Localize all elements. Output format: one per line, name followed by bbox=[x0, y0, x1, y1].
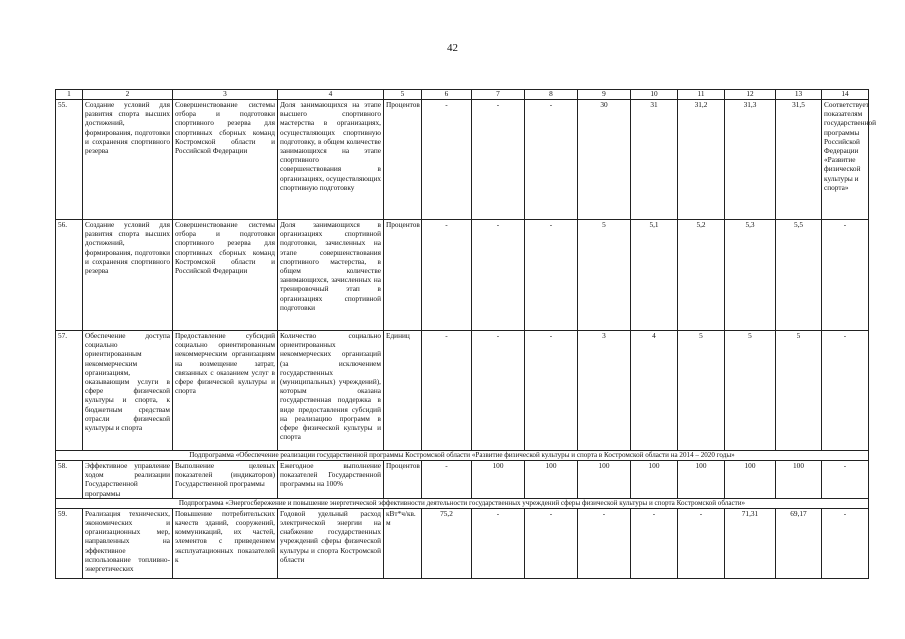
unit-cell: Единиц bbox=[384, 331, 422, 451]
unit-cell: Процентов bbox=[384, 220, 422, 331]
goal-cell: Создание условий для развития спорта высших достижений, формирования, подготовки и сохранения спортивного резерва bbox=[83, 220, 173, 331]
value-cell: - bbox=[678, 508, 725, 578]
value-cell: 31 bbox=[631, 100, 678, 220]
header-row bbox=[56, 90, 869, 100]
value-cell: 5,5 bbox=[776, 220, 822, 331]
header-cell: 1 bbox=[56, 90, 83, 100]
task-cell: Совершенствование системы отбора и подготовки спортивного резерва для спортивных сборных команд Костромской области и Российской Федерации bbox=[173, 220, 278, 331]
task-cell: Совершенствование системы отбора и подготовки спортивного резерва для спортивных сборных команд Костромской области и Российской Федерации bbox=[173, 100, 278, 220]
value-cell: 31,3 bbox=[725, 100, 776, 220]
value-cell: - bbox=[525, 220, 578, 331]
header-cell: 10 bbox=[631, 90, 678, 100]
subprogram-title: Подпрограмма «Обеспечение реализации государственной программы Костромской области «Развитие физической культуры и спорта в Костромской области на 2014 – 2020 годы» bbox=[56, 451, 869, 461]
row-number: 58. bbox=[56, 461, 83, 499]
value-cell: 5,1 bbox=[631, 220, 678, 331]
row-number: 55. bbox=[56, 100, 83, 220]
value-cell: 5 bbox=[578, 220, 631, 331]
value-cell: 31,2 bbox=[678, 100, 725, 220]
value-cell: 71,31 bbox=[725, 508, 776, 578]
indicators-table bbox=[55, 89, 877, 579]
value-cell: 100 bbox=[631, 461, 678, 499]
value-cell: - bbox=[422, 461, 472, 499]
subprogram-title: Подпрограмма «Энергосбережение и повышение энергетической эффективности деятельности государственных учреждений сферы физической культуры и спорта Костромской области» bbox=[56, 498, 869, 508]
goal-cell: Реализация технических, экономических и организационных мер, направленных на эффективное использование топливно-энергетических bbox=[83, 508, 173, 578]
value-cell: 31,5 bbox=[776, 100, 822, 220]
value-cell: 30 bbox=[578, 100, 631, 220]
table-row bbox=[56, 100, 869, 220]
value-cell: 5 bbox=[678, 331, 725, 451]
subprogram-row bbox=[56, 451, 869, 461]
page-number: 42 bbox=[447, 42, 458, 54]
value-cell: 100 bbox=[525, 461, 578, 499]
header-cell: 8 bbox=[525, 90, 578, 100]
value-cell: 100 bbox=[578, 461, 631, 499]
table-row bbox=[56, 220, 869, 331]
unit-cell: Процентов bbox=[384, 100, 422, 220]
goal-cell: Эффективное управление ходом реализации Государственной программы bbox=[83, 461, 173, 499]
header-cell: 4 bbox=[278, 90, 384, 100]
goal-cell: Создание условий для развития спорта высших достижений, формирования, подготовки и сохранения спортивного резерва bbox=[83, 100, 173, 220]
value-cell: 75,2 bbox=[422, 508, 472, 578]
header-cell: 12 bbox=[725, 90, 776, 100]
header-cell: 6 bbox=[422, 90, 472, 100]
value-cell: 100 bbox=[725, 461, 776, 499]
indicator-cell: Доля занимающихся в организациях спортивной подготовки, зачисленных на этапе совершенствования спортивного мастерства, в общем количестве занимающихся, зачисленных на тренировочный этап в организациях спортивной подготовки bbox=[278, 220, 384, 331]
value-cell: - bbox=[472, 508, 525, 578]
value-cell: 69,17 bbox=[776, 508, 822, 578]
subprogram-row bbox=[56, 498, 869, 508]
note-cell: Соответствует показателям государственной программы Российской Федерации «Развитие физической культуры и спорта» bbox=[822, 100, 869, 220]
row-number: 56. bbox=[56, 220, 83, 331]
value-cell: - bbox=[472, 220, 525, 331]
value-cell: - bbox=[525, 100, 578, 220]
row-number: 59. bbox=[56, 508, 83, 578]
header-cell: 13 bbox=[776, 90, 822, 100]
goal-cell: Обеспечение доступа социально ориентированным некоммерческим организациям, оказывающим услуги в сфере физической культуры и спорта, к бюджетным средствам отрасли физической культуры и спорта bbox=[83, 331, 173, 451]
task-cell: Предоставление субсидий социально ориентированным некоммерческим организациям на возмещение затрат, связанных с оказанием услуг в сфере физической культуры и спорта bbox=[173, 331, 278, 451]
header-cell: 11 bbox=[678, 90, 725, 100]
value-cell: 4 bbox=[631, 331, 678, 451]
indicator-cell: Годовой удельный расход электрической энергии на снабжение государственных учреждений сферы физической культуры и спорта Костромской области bbox=[278, 508, 384, 578]
table-row bbox=[56, 508, 869, 578]
value-cell: 100 bbox=[472, 461, 525, 499]
value-cell: - bbox=[422, 331, 472, 451]
indicator-cell: Ежегодное выполнение показателей Государственной программы на 100% bbox=[278, 461, 384, 499]
unit-cell: кВт*ч/кв. м bbox=[384, 508, 422, 578]
indicator-cell: Доля занимающихся на этапе высшего спортивного мастерства в организациях, осуществляющих спортивную подготовку, в общем количестве занимающихся на этапе спортивного совершенствования в организациях, осуществляющих спортивную подготовку bbox=[278, 100, 384, 220]
header-cell: 3 bbox=[173, 90, 278, 100]
unit-cell: Процентов bbox=[384, 461, 422, 499]
note-cell: - bbox=[822, 220, 869, 331]
value-cell: - bbox=[525, 508, 578, 578]
note-cell: - bbox=[822, 461, 869, 499]
value-cell: - bbox=[578, 508, 631, 578]
note-cell: - bbox=[822, 331, 869, 451]
value-cell: - bbox=[422, 100, 472, 220]
value-cell: 5,2 bbox=[678, 220, 725, 331]
value-cell: 100 bbox=[678, 461, 725, 499]
value-cell: 5 bbox=[725, 331, 776, 451]
value-cell: 3 bbox=[578, 331, 631, 451]
indicator-cell: Количество социально ориентированных некоммерческих организаций (за исключением государственных (муниципальных) учреждений), которым оказана государственная поддержка в виде предоставления субсидий на реализацию программ в сфере физической культуры и спорта bbox=[278, 331, 384, 451]
header-cell: 14 bbox=[822, 90, 869, 100]
value-cell: - bbox=[422, 220, 472, 331]
table-row bbox=[56, 461, 869, 499]
header-cell: 9 bbox=[578, 90, 631, 100]
header-cell: 2 bbox=[83, 90, 173, 100]
task-cell: Выполнение целевых показателей (индикаторов) Государственной программы bbox=[173, 461, 278, 499]
value-cell: - bbox=[472, 100, 525, 220]
task-cell: Повышение потребительских качеств зданий, сооружений, коммуникаций, их частей, элементов с приведением эксплуатационных показателей к bbox=[173, 508, 278, 578]
value-cell: 5,3 bbox=[725, 220, 776, 331]
row-number: 57. bbox=[56, 331, 83, 451]
value-cell: - bbox=[472, 331, 525, 451]
value-cell: 5 bbox=[776, 331, 822, 451]
note-cell: - bbox=[822, 508, 869, 578]
table-row bbox=[56, 331, 869, 451]
header-cell: 7 bbox=[472, 90, 525, 100]
value-cell: 100 bbox=[776, 461, 822, 499]
value-cell: - bbox=[631, 508, 678, 578]
header-cell: 5 bbox=[384, 90, 422, 100]
value-cell: - bbox=[525, 331, 578, 451]
